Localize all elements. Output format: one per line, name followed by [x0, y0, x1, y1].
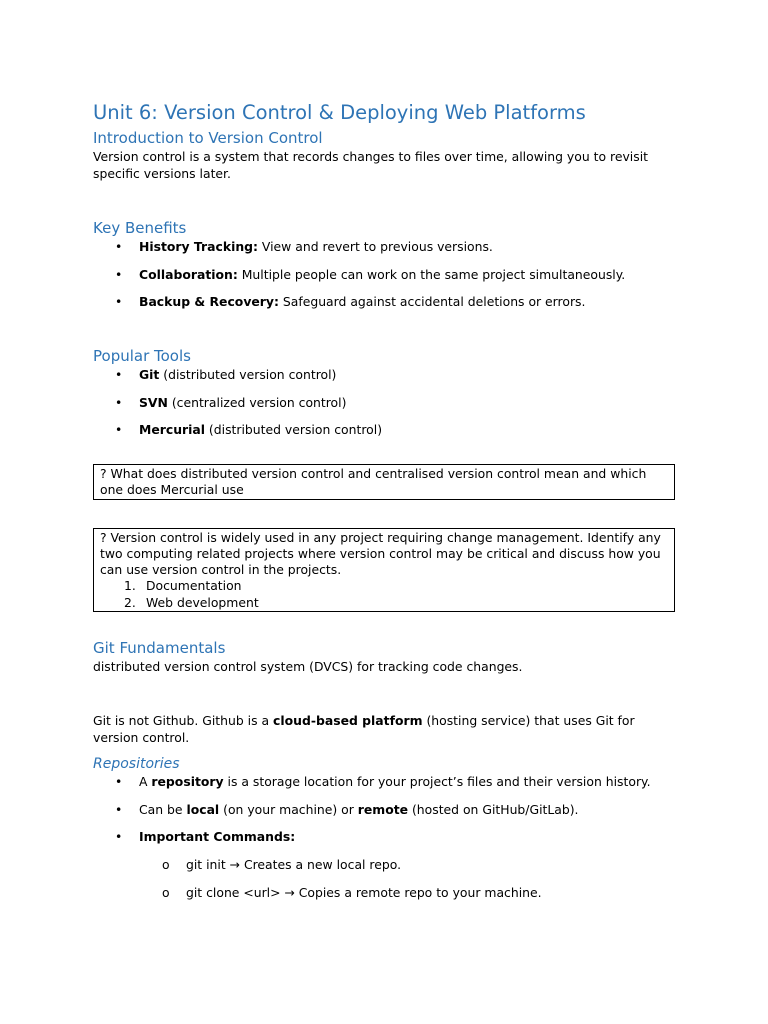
github-note: Git is not Github. Github is a cloud-based platform (hosting service) that uses Git for version control. [93, 713, 635, 746]
benefits-list [93, 238, 675, 310]
list-item: • Backup & Recovery: Safeguard against accidental deletions or errors. [115, 294, 586, 309]
list-item: • Can be local (on your machine) or remote (hosted on GitHub/GitLab). [115, 801, 579, 817]
commands-list [93, 856, 675, 901]
list-item: • History Tracking: View and revert to previous versions. [115, 239, 493, 254]
sub-bullet-icon: o [162, 856, 170, 872]
list-item: • Important Commands: [115, 829, 296, 845]
list-item: • Collaboration: Multiple people can work on the same project simultaneously. [115, 266, 626, 282]
bullet-icon: • [115, 294, 123, 309]
list-item: • SVN (centralized version control) [115, 394, 347, 410]
command-item: o git init → Creates a new local repo. [162, 856, 402, 872]
tools-list [93, 366, 675, 438]
tools-heading: Popular Tools [93, 347, 191, 365]
bullet-icon: • [115, 801, 123, 817]
bullet-icon: • [115, 239, 123, 254]
list-item: • Mercurial (distributed version control) [115, 422, 383, 437]
intro-text: Version control is a system that records changes to files over time, allowing you to revisit specific versions later. [93, 149, 648, 181]
sub-bullet-icon: o [162, 884, 170, 900]
question-2-text: ? Version control is widely used in any project requiring change management. Identify any two computing related projects where version control may be critical and discuss how you can use version control in the projects. [100, 529, 661, 578]
list-item: 1. Documentation [124, 578, 242, 594]
bullet-icon: • [115, 829, 123, 845]
page-title: Unit 6: Version Control & Deploying Web Platforms [93, 101, 586, 124]
document-page [93, 100, 675, 912]
git-description: distributed version control system (DVCS) for tracking code changes. [93, 659, 523, 675]
question-box-2 [93, 528, 675, 612]
repositories-heading: Repositories [93, 756, 180, 773]
bullet-icon: • [115, 266, 123, 282]
bullet-icon: • [115, 367, 123, 382]
bullet-icon: • [115, 394, 123, 410]
question-1-text: ? What does distributed version control and centralised version control mean and which one does Mercurial use [100, 466, 647, 498]
list-item: • A repository is a storage location for your project’s files and their version history. [115, 774, 651, 790]
command-item: o git clone <url> → Copies a remote repo to your machine. [162, 884, 542, 900]
list-item: 2. Web development [124, 594, 259, 610]
question-box-1 [93, 464, 675, 500]
intro-heading: Introduction to Version Control [93, 129, 323, 147]
question-2-list [100, 578, 668, 611]
git-heading: Git Fundamentals [93, 639, 226, 658]
list-item: • Git (distributed version control) [115, 367, 337, 382]
benefits-heading: Key Benefits [93, 219, 187, 237]
bullet-icon: • [115, 774, 123, 790]
bullet-icon: • [115, 422, 123, 437]
repositories-list [93, 773, 675, 845]
